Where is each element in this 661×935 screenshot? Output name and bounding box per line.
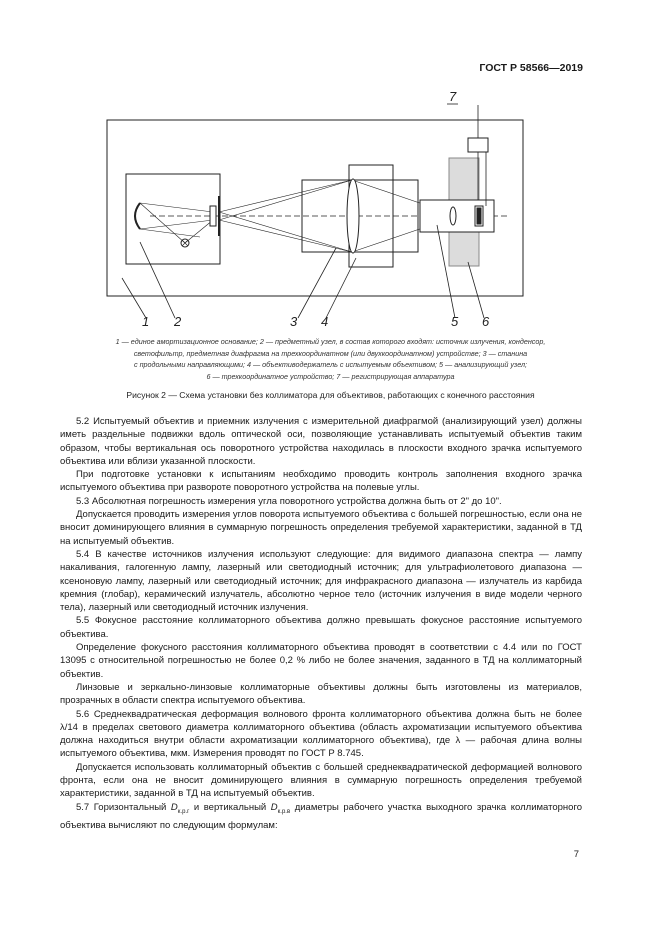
paragraph: 5.2 Испытуемый объектив и приемник излучения с измерительной диафрагмой (анализирующий узел) должны иметь раздельные подвижки вдоль оптической оси, позволяющие устанавливать испытуемый объектив таким образом, чтобы вертикальная ось поворотного устройства находилась в плоскости входного зрачка испытуемого объектива или вблизи указанной плоскости. xyxy=(60,416,582,467)
legend-line: с продольными направляющими; 4 — объективодержатель с испытуемым объективом; 5 — анализирующий узел; xyxy=(133,360,528,369)
label-3: 3 xyxy=(290,314,298,329)
label-2: 2 xyxy=(174,314,182,329)
label-4: 4 xyxy=(321,314,329,329)
page-number: 7 xyxy=(573,849,579,860)
paragraph: Допускается использовать коллиматорный объектив с большей среднеквадратической деформацией волнового фронта, если она не вносит доминирующего влияния в суммарную погрешность определения требуемой характеристики, заданной в ТД на испытуемый объектив. xyxy=(60,761,582,800)
condenser-mirror xyxy=(135,203,140,229)
paragraph-5-7: 5.7 Горизонтальный $D_{к.р.г}$ и вертикальный $D_{к.р.в}$ диаметры рабочего участка выходного зрачка коллиматорного объектива вычисляют по следующим формулам: xyxy=(60,801,582,831)
legend-line: 1 — единое амортизационное основание; 2 — предметный узел, в состав которого входят: источник излучения, конденсор, xyxy=(115,337,546,346)
legend-line: 6 — трехкоординатное устройство; 7 — регистрирующая аппаратура xyxy=(206,371,455,381)
paragraph: 5.6 Среднеквадратическая деформация волнового фронта коллиматорного объектива должна быть не более λ/14 в пределах светового диаметра коллиматорного объектива (область ахроматизации испытуемого объектива должна находиться внутри области ахроматизации коллиматорного объектива), где λ — рабочая длина волны испытуемого объектива, мкм. Измерения проводят по ГОСТ Р 8.745. xyxy=(60,708,582,760)
figure-legend xyxy=(78,336,583,382)
figure-title: Рисунок 2 — Схема установки без коллиматора для объективов, работающих с конечного расстояния xyxy=(126,390,535,400)
body-text xyxy=(60,415,582,832)
paragraph: 5.4 В качестве источников излучения используют следующие: для видимого диапазона спектра — лампу накаливания, галогенную лампу, лазерный или светодиодный источник; для ультрафиолетового диапазона — ксеноновую лампу, лазерный или светодиодный источник; для инфракрасного диапазона — излучатель из карбида кремния (глобар), керамический излучатель, абсолютно черное тело (источник излучения в виде модели черного тела), лазерный или светодиодный источник излучения. xyxy=(60,548,582,614)
label-6: 6 xyxy=(482,314,490,329)
label-1: 1 xyxy=(142,314,150,329)
paragraph: При подготовке установки к испытаниям необходимо проводить контроль заполнения входного зрачка испытуемого объектива при развороте поворотного устройства на полевые углы. xyxy=(60,469,582,494)
standard-header: ГОСТ Р 58566—2019 xyxy=(479,62,583,74)
setup-diagram xyxy=(0,0,661,335)
paragraph: Определение фокусного расстояния коллиматорного объектива проводят в соответствии с 4.4 или по ГОСТ 13095 с относительной погрешностью не более 0,2 % либо не более значения, заданного в ТД на коллиматорный объектив. xyxy=(60,642,582,680)
test-lens xyxy=(347,179,359,253)
paragraph: Допускается проводить измерения углов поворота испытуемого объектива с большей погрешностью, если она не вносит доминирующего влияния в суммарную погрешность определения требуемой характеристики, заданной в ТД на испытуемый объектив. xyxy=(60,509,582,547)
paragraph: 5.5 Фокусное расстояние коллиматорного объектива должно превышать фокусное расстояние испытуемого объектива. xyxy=(60,615,582,640)
light-filter xyxy=(210,206,216,226)
recorder xyxy=(468,138,488,152)
paragraph: 5.3 Абсолютная погрешность измерения угла поворотного устройства должна быть от 2" до 10". xyxy=(76,495,502,507)
label-5: 5 xyxy=(451,314,459,329)
label-7: 7 xyxy=(449,89,457,104)
legend-line: светофильтр, предметная диафрагма на трехкоординатном (или двухкоординатном) устройстве; 3 — станина xyxy=(133,348,528,358)
paragraph: Линзовые и зеркально-линзовые коллиматорные объективы должны быть изготовлены из материалов, прозрачных в области спектра испытуемого объектива. xyxy=(60,681,582,707)
object-unit xyxy=(126,174,220,264)
